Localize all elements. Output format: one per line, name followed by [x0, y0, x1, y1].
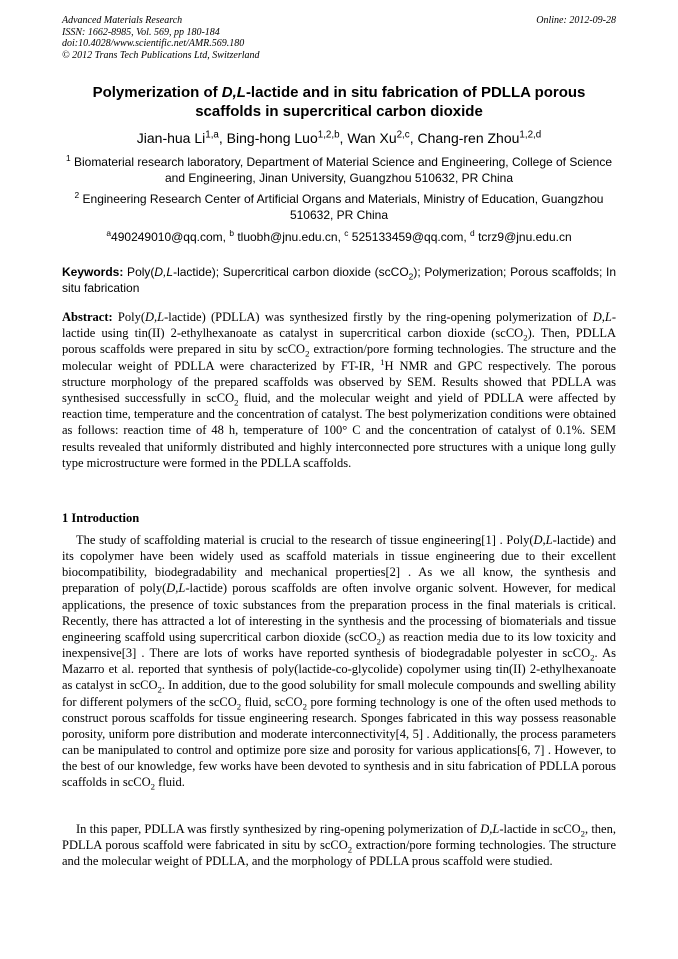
abs-sup: 1	[380, 356, 385, 367]
p-text: In this paper, PDLLA was firstly synthesized by ring-opening polymerization of	[76, 822, 481, 836]
author-sup: 1,2,b	[317, 129, 340, 141]
p-sub: 2	[590, 652, 595, 663]
p-italic: D,L	[480, 822, 500, 836]
title-part: -lactide and in situ fabrication of PDLLA porous scaffolds in supercritical carbon dioxide	[195, 84, 586, 120]
intro-paragraph-2	[62, 821, 616, 869]
title-part: Polymerization of	[92, 84, 222, 101]
running-header	[62, 15, 616, 61]
author-sup: 1,2,d	[519, 129, 542, 141]
abs-text: -lactide using tin(II) 2-ethylhexanoate as catalyst in supercritical carbon dioxide (scCO	[62, 310, 616, 341]
p-text: . In addition, due to the good solubility for small molecule compounds and swelling ability for different polymers of the scCO	[62, 678, 616, 709]
abstract	[62, 309, 616, 471]
kw-text: ); Polymerization; Porous scaffolds; In situ fabrication	[62, 265, 616, 295]
abs-text: ). Then, PDLLA porous scaffolds were prepared in situ by scCO	[62, 326, 616, 357]
title-italic: D,L	[221, 84, 246, 101]
p-text: -lactide) porous scaffolds are often involve organic solvent. However, for medical applications, the presence of toxic substances from the preparation process in the final materials is critical. Recently, there has attracted a lot of interesting in the synthesis and the processing of biomaterials and tissue engineering scaffold using supercritical carbon dioxide (scCO	[62, 581, 616, 644]
keywords	[62, 264, 616, 296]
abs-text: fluid, and the molecular weight and yield of PDLLA were affected by reaction time, temperature and the concentration of catalyst. The best polymerization conditions were obtained as follows: reaction time of 48 h, temperature of 100° C and the concentration of catalyst of 0.1%. SEM results revealed that uniformly distributed and highly interconnected pore structures with a unique long gully type microstructure were formed in the PDLLA scaffolds.	[62, 391, 616, 470]
p-sub: 2	[150, 781, 156, 792]
p-sub: 2	[157, 684, 162, 695]
email-link[interactable]: 490249010@qq.com,	[111, 230, 230, 244]
author-sup: 2,c	[396, 129, 410, 141]
p-sub: 2	[580, 828, 586, 839]
online-date: Online: 2012-09-28	[536, 15, 616, 26]
abs-sub: 2	[523, 332, 528, 343]
p-italic: D,L	[166, 581, 186, 596]
p-text: ) as reaction media due to its low toxicity and inexpensive[3] . There are lots of works have reported synthesis of biodegradable polyester in scCO	[62, 629, 616, 661]
author-sup: 1,a	[205, 129, 219, 141]
paper-title	[62, 83, 616, 121]
p-sub: 2	[376, 636, 382, 647]
p-text: extraction/pore forming technologies. The structure and the molecular weight of PDLLA, and the morphology of PDLLA prous scaffold were studied.	[62, 838, 616, 869]
p-sub: 2	[302, 701, 307, 712]
journal-name: Advanced Materials Research	[62, 15, 183, 26]
email-sup: c	[344, 228, 349, 238]
p-text: fluid.	[155, 775, 185, 790]
copyright-line: © 2012 Trans Tech Publications Ltd, Switzerland	[62, 49, 260, 61]
abstract-label: Abstract:	[62, 310, 113, 324]
kw-text: -lactide); Supercritical carbon dioxide (scCO	[173, 265, 409, 279]
kw-text: Poly(	[123, 265, 155, 279]
email-link[interactable]: 525133459@qq.com,	[351, 230, 471, 244]
kw-italic: D,L	[154, 265, 174, 279]
email-sup: a	[106, 228, 112, 238]
affil-text: Biomaterial research laboratory, Department of Material Science and Engineering, College of Science and Engineering, Jinan University, Guangzhou 510632, PR China	[73, 155, 613, 185]
p-italic: D,L	[533, 533, 553, 547]
issn-line: ISSN: 1662-8985, Vol. 569, pp 180-184	[62, 26, 220, 38]
email-sup: d	[470, 228, 475, 238]
abs-text: Poly(	[112, 310, 146, 324]
kw-sub: 2	[408, 271, 414, 282]
abs-italic: D,L	[145, 310, 165, 324]
abs-sub: 2	[234, 397, 239, 408]
affil-num: 2	[74, 190, 80, 200]
author-list: Jian-hua Li$^{1,a}$, Bing-hong Luo$^{1,2,b}$, Wan Xu$^{2,c}$, Chang-ren Zhou$^{1,2,d}$	[136, 129, 542, 146]
author-name: Jian-hua Li	[136, 130, 206, 146]
author-name: Bing-hong Luo	[226, 130, 318, 146]
email-link[interactable]: tcrz9@jnu.edu.cn	[478, 230, 572, 244]
p-text: -lactide in scCO	[499, 822, 581, 836]
author-name: Chang-ren Zhou	[417, 130, 520, 146]
intro-paragraph-1	[62, 532, 616, 791]
doi-line: doi:10.4028/www.scientific.net/AMR.569.180	[62, 38, 245, 49]
affil-num: 1	[65, 153, 71, 163]
p-text: fluid, scCO	[241, 694, 303, 709]
p-text: . As Mazarro et al. reported that synthesis of poly(lactide-co-glycolide) copolymer using tin(II) 2-ethylhexanoate as catalyst in scCO	[62, 646, 616, 693]
keywords-label: Keywords:	[62, 265, 124, 279]
email-list	[62, 229, 616, 245]
p-text: pore forming technology is one of the often used methods to construct porous scaffolds for tissue engineering research. Sponges fabricated in this way possess reasonable porosity, uniform pore distribution and moderate interconnectivity[4, 5] . Additionally, the process parameters can be manipulated to control and optimize pore size and porosity for various applications[6, 7] . However, to the best of our knowledge, few works have been devoted to synthesis and in situ fabrication of PDLLA porous scaffolds in scCO	[62, 694, 616, 790]
section-heading: 1 Introduction	[62, 511, 140, 525]
p-sub: 2	[347, 844, 353, 855]
p-text: , then, PDLLA porous scaffold were fabricated in situ by scCO	[62, 822, 616, 853]
p-sub: 2	[236, 701, 242, 712]
p-text: -lactide) and its copolymer have been widely used as scaffold materials in tissue engineering due to their excellent biocompatibility, biodegradability and mechanical properties[2] . As we all know, the synthesis and preparation of poly(	[62, 533, 617, 596]
email-sup: b	[229, 228, 234, 238]
abs-text: H NMR and GPC respectively. The porous structure morphology of the prepared scaffolds was observed by SEM. Results showed that PDLLA was synthesised successfully in scCO	[62, 358, 616, 406]
affiliation-2	[62, 191, 616, 223]
abs-sub: 2	[305, 348, 310, 359]
affil-text: Engineering Research Center of Artificial Organs and Materials, Ministry of Education, Guangzhou 510632, PR China	[82, 192, 604, 222]
abs-text: -lactide) (PDLLA) was synthesized firstly by the ring-opening polymerization of	[164, 310, 593, 324]
abs-italic: D,L	[592, 310, 612, 324]
email-link[interactable]: tluobh@jnu.edu.cn,	[237, 230, 345, 244]
abs-text: extraction/pore forming technologies. The structure and the molecular weight of PDLLA were characterized by FT-IR,	[62, 342, 616, 373]
author-name: Wan Xu	[347, 130, 397, 146]
p-text: The study of scaffolding material is crucial to the research of tissue engineering[1] . Poly(	[76, 533, 534, 547]
affiliation-1	[62, 154, 616, 186]
